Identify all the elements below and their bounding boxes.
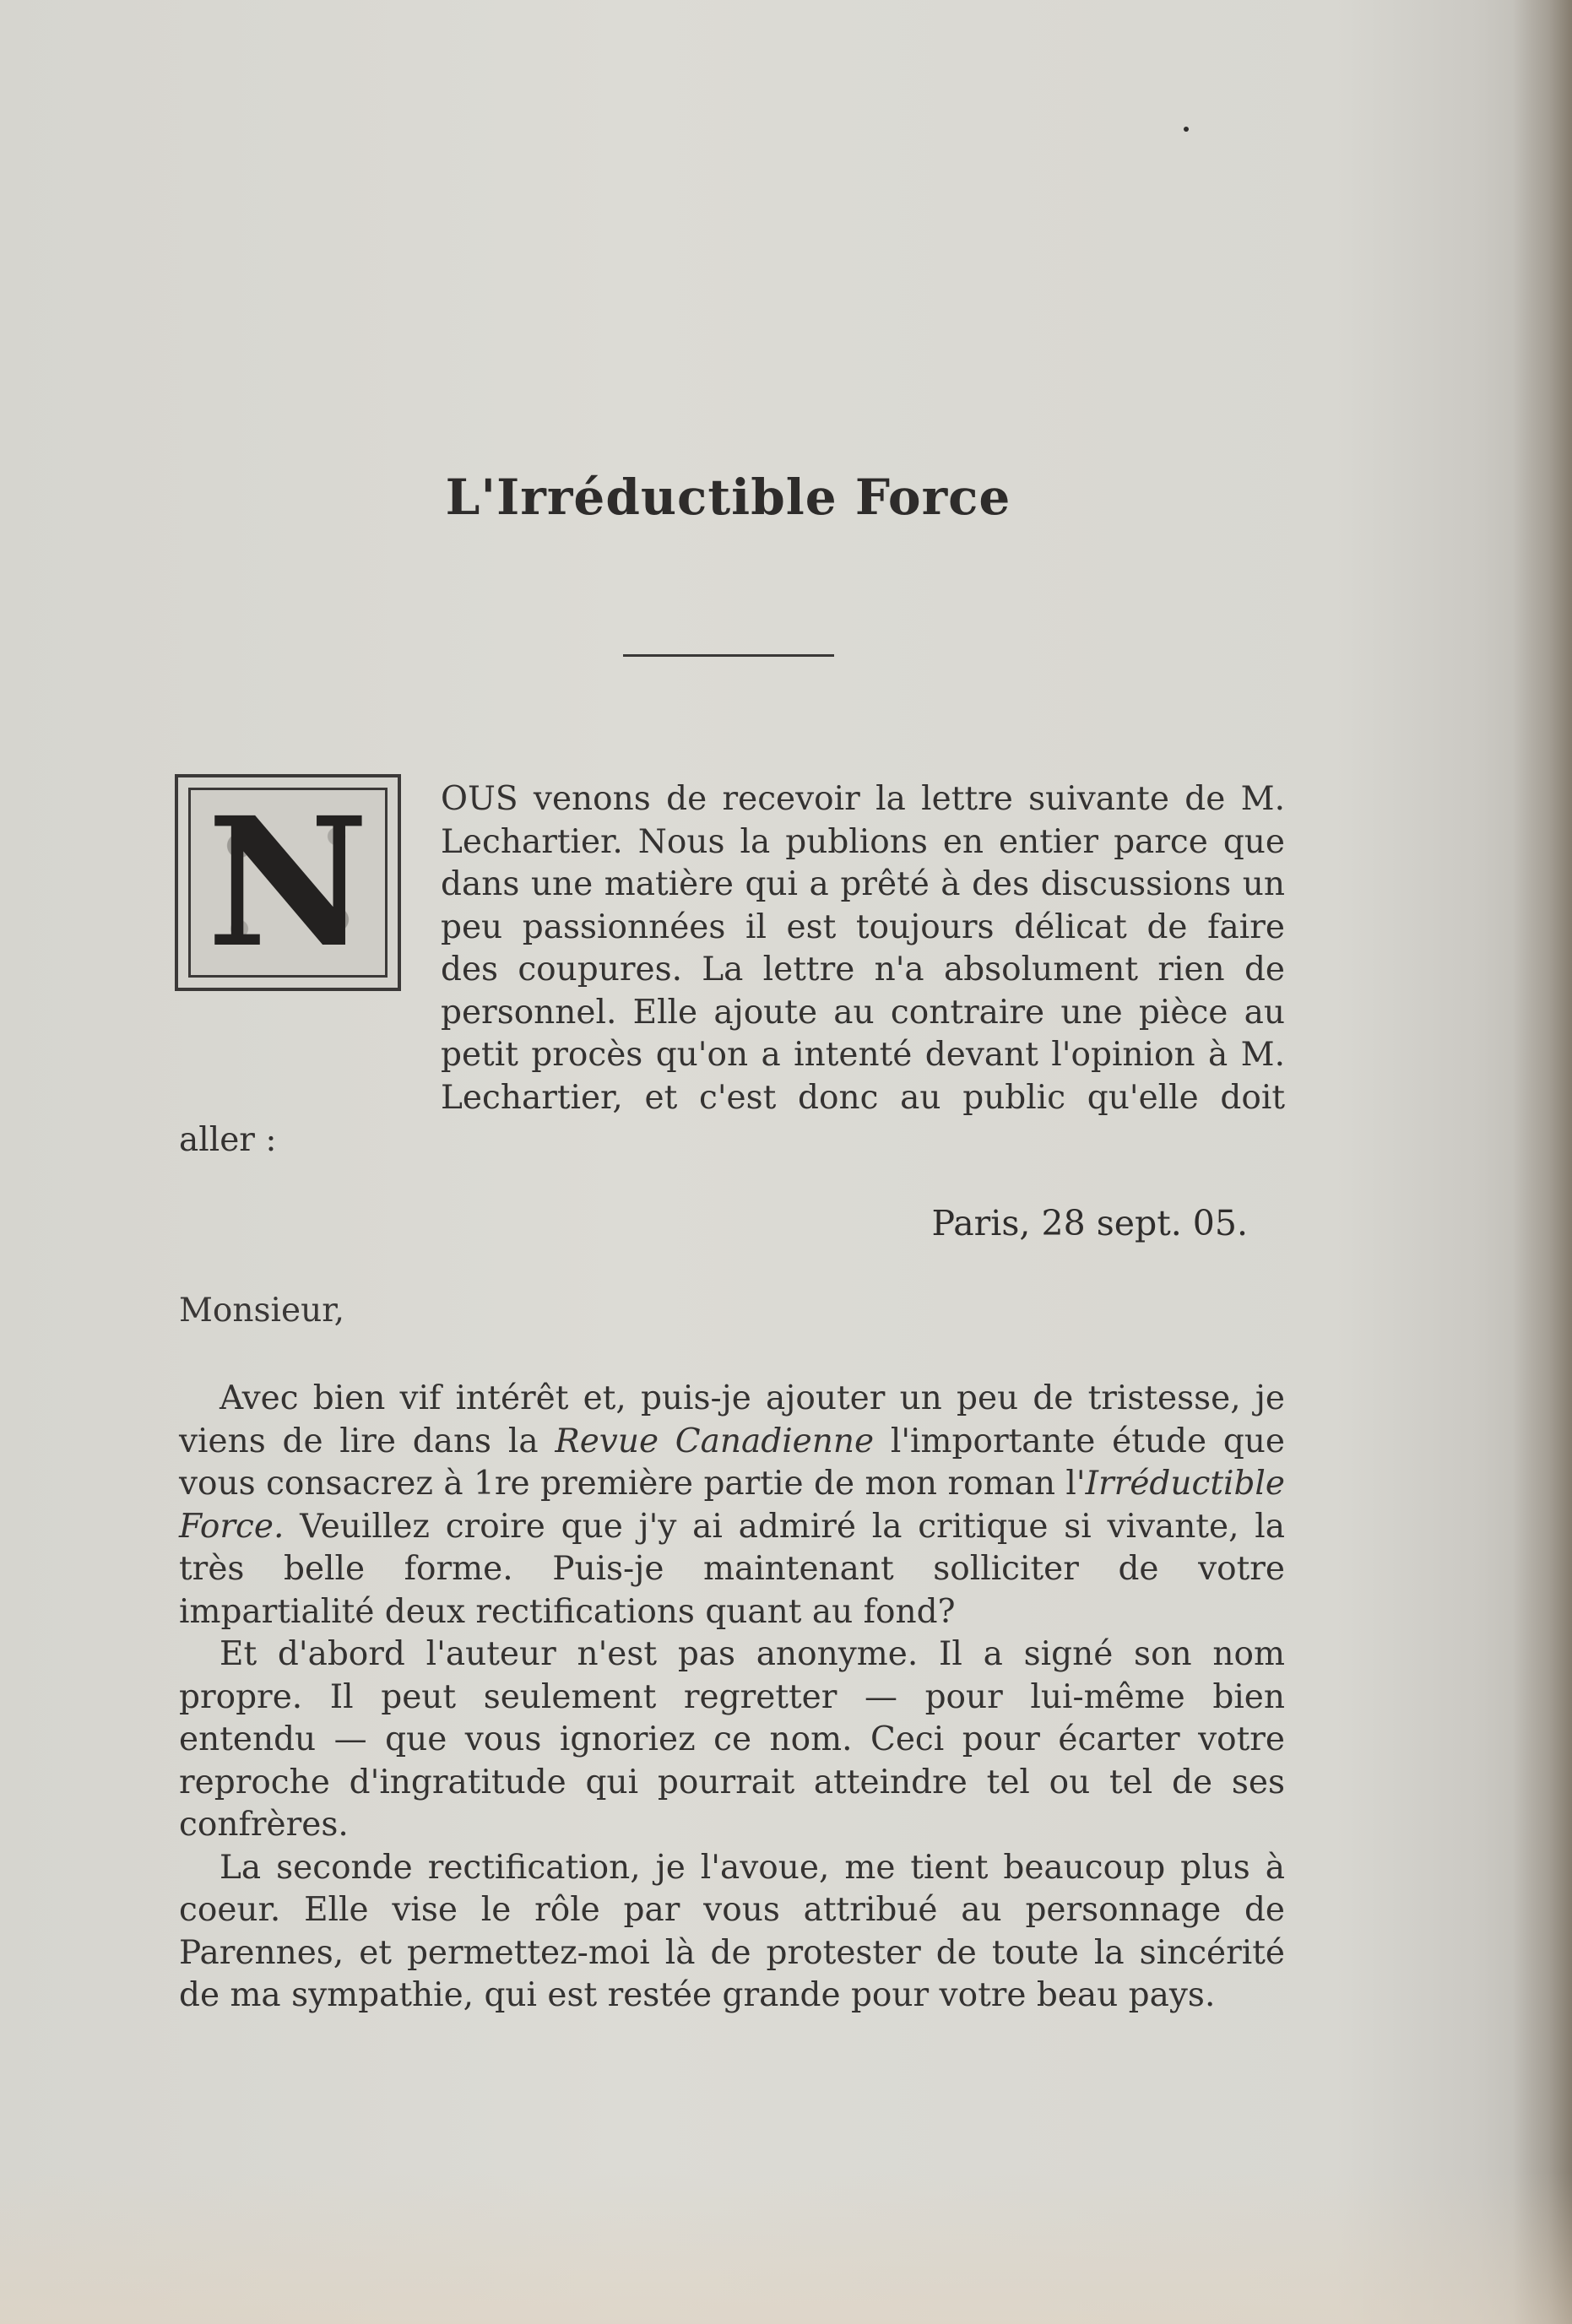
letter-salutation: Monsieur, xyxy=(179,1292,344,1330)
page-spine-shadow xyxy=(1513,0,1572,2324)
paragraph-1-text-c: Veuillez croire que j'y ai admiré la critique si vivante, la très belle forme. Puis-je maintenant solliciter de votre impartialité deux rectifications quant au fond? xyxy=(179,1507,1285,1631)
letter-dateline: Paris, 28 sept. 05. xyxy=(931,1203,1248,1243)
dropcap-spacer xyxy=(179,778,441,1082)
journal-title: Revue Canadienne xyxy=(555,1422,875,1460)
intro-text: OUS venons de recevoir la lettre suivante de M. Lechartier. Nous la publions en entier parce que dans une matière qui a prêté à des discussions un peu passionnées il est toujours délicat de faire des coupures. La lettre n'a absolument rien de personnel. Elle ajoute au contraire une pièce au petit procès qu'on a intenté devant l'opinion à M. Lechartier, et c'est donc au public qu'elle doit aller : xyxy=(179,780,1285,1159)
ink-speck xyxy=(1184,127,1189,132)
letter-body xyxy=(179,1378,1285,2018)
letter-paragraph-3: La seconde rectification, je l'avoue, me tient beaucoup plus à coeur. Elle vise le rôle par vous attribué au personnage de Parennes, et permettez-moi là de protester de toute la sincérité de ma sympathie, qui est restée grande pour votre beau pays. xyxy=(179,1848,1285,2014)
page-stain xyxy=(0,2172,1572,2324)
article-title: L'Irréductible Force xyxy=(445,469,1011,526)
paragraph-1-text-a: Avec bien vif intérêt et, puis-je ajouter un peu de tristesse, je viens de lire dans la xyxy=(179,1379,1285,1460)
title-divider xyxy=(623,654,834,657)
dropcap-letter: N xyxy=(207,777,369,987)
intro-paragraph xyxy=(179,778,1285,1162)
letter-paragraph-2: Et d'abord l'auteur n'est pas anonyme. Il a signé son nom propre. Il peut seulement regretter — pour lui-même bien entendu — que vous ignoriez ce nom. Ceci pour écarter votre reproche d'ingratitude qui pourrait atteindre tel ou tel de ses confrères. xyxy=(179,1635,1285,1844)
novel-title: Irréductible Force. xyxy=(179,1465,1285,1546)
paragraph-1-text-b: l'importante étude que vous consacrez à 1re première partie de mon roman l' xyxy=(179,1422,1285,1503)
letter-paragraph-1 xyxy=(179,1378,1285,1633)
